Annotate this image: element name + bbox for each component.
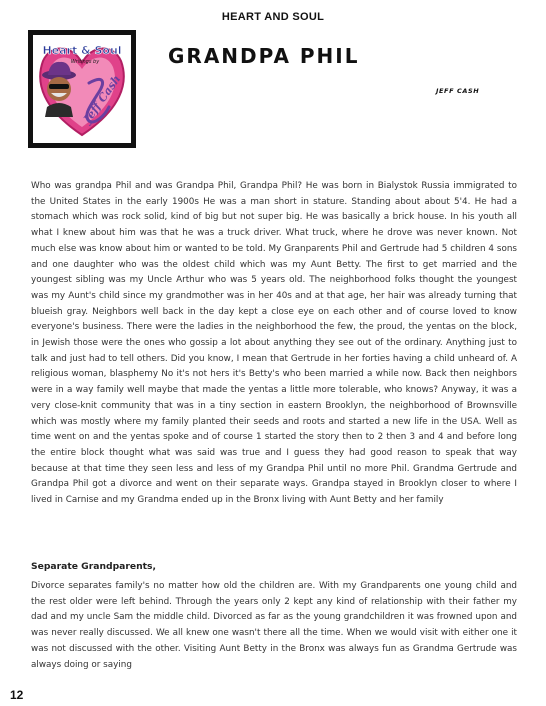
article-title: GRANDPA PHIL <box>168 44 360 68</box>
logo-title: Heart & Soul <box>42 44 122 57</box>
section-heading: Separate Grandparents, <box>31 561 156 572</box>
logo-artwork <box>33 35 131 143</box>
logo-signature: Jeff Cash <box>80 72 124 126</box>
article-paragraph-2: Divorce separates family's no matter how old the children are. With my Grandparents one young child and the rest older were left behind. Through the years only 2 kept any kind of relationship with their father my dad and my uncle Sam the middle child. Divorced as far as the young grandchildren it was frowned upon and was never really discussed. We all knew one wasn't there all the time. When we would visit with either one it was not discussed with the other. Visiting Aunt Betty in the Bronx was always fun as Grandma Gertrude was always doing or saying <box>31 581 517 670</box>
article-paragraph-1: Who was grandpa Phil and was Grandpa Phil, Grandpa Phil? He was born in Bialystok Russia immigrated to the United States in the early 1900s He was a man short in stature. Standing about about 5'4. He had a stomach which was rock solid, kind of big but not super big. He was basically a brick house. In his youth all what I knew about him was that he was a truck driver. What truck, where he drove was never known. Not much else was know about him or wanted to be told. My Granparents Phil and Gertrude had 5 children 4 sons and one daughter who was the oldest child which was my Aunt Betty. The first to get married and the youngest sibling was my Uncle Arthur who was 5 years old. The neighborhood folks thought the youngest was my Aunt's child since my grandmother was in her 40s and at that age, her hair was already turning that blueish gray. Neighbors well back in the day kept a close eye on each other and of course loved to know everyone's business. There were the ladies in the neighborhood the few, the proud, the yentas on the block, in Jewish those were the ones who gossip a lot about anything they see out of the ordinary. Anything just to talk and just had to tell others. Did you know, I mean that Gertrude in her forties having a child unheard of. A religious woman, blasphemy No it's not hers it's Betty's who been married a while now. Back then neighbors were in a way family well maybe that made the yentas a little more tolerable, who knows? Anyway, it was a very close-knit community that was in a tiny section in eastern Brooklyn, the neighborhood of Brownsville which was mostly where my family planted their seeds and roots and started a new life in the USA. Well as time went on and the yentas spoke and of course 1 started the story then to 2 then 3 and 4 and before long the entire block thought what was said was true and I guess they had good reason to speak that way because at that time they seen less and less of my Grandpa Phil until no more Phil. Grandma Gertrude and Grandpa Phil got a divorce and went on their separate ways. Grandpa stayed in Brooklyn closer to where I lived in Carnise and my Grandma ended up in the Bronx living with Aunt Betty and her family <box>31 181 517 506</box>
page-number: 12 <box>10 688 24 702</box>
heart-and-soul-logo <box>28 30 136 148</box>
article-author: JEFF CASH <box>436 87 480 95</box>
running-header: HEART AND SOUL <box>221 11 325 23</box>
sunglasses-icon <box>49 84 69 89</box>
logo-subtitle: Writings by <box>70 59 100 65</box>
